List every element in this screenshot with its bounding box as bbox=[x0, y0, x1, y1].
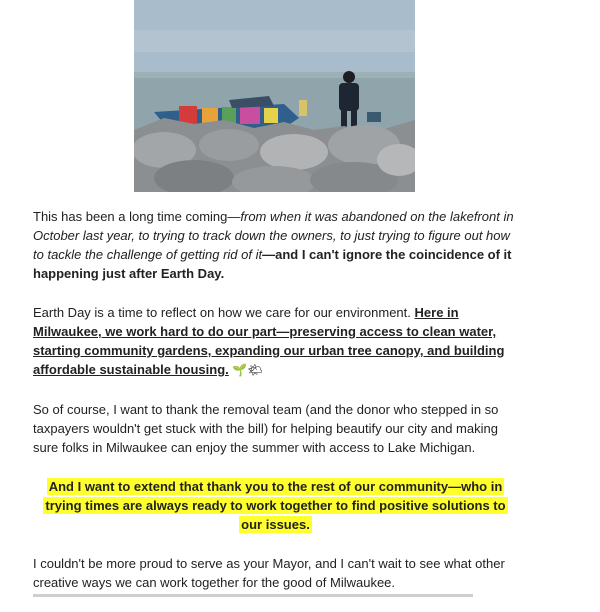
highlighted-text: And I want to extend that thank you to the rest of our community—who in trying times are always ready to work together to find positive solutions to our issues. bbox=[45, 479, 506, 532]
cut-off-next-line bbox=[0, 592, 600, 600]
paragraph-abandoned-boat: This has been a long time coming—from when it was abandoned on the lakefront in October last year, to trying to track down the owners, to just trying to figure out how to tackle the challenge of getting rid of it—and I can't ignore the coincidence of it happening just after Earth Day. bbox=[33, 209, 514, 281]
italic-text: from when it was abandoned on the lakefront in October last year, to trying to track down the owners, to just trying to figure out how to tackle the challenge of getting rid of it bbox=[33, 209, 514, 262]
paragraph-thanks: So of course, I want to thank the removal team (and the donor who stepped in so taxpayers wouldn't get stuck with the bill) for helping beautify our city and making sure folks in Milwaukee can enjoy the summer with access to Lake Michigan. bbox=[33, 402, 499, 455]
paragraph-proud-mayor: I couldn't be more proud to serve as your Mayor, and I can't wait to see what other creative ways we can work together for the good of Milwaukee. bbox=[33, 556, 505, 590]
hero-photo bbox=[134, 0, 415, 192]
paragraph-earth-day: Earth Day is a time to reflect on how we care for our environment. Here in Milwaukee, we work hard to do our part—preserving access to clean water, starting community gardens, expanding our urban tree canopy, and building affordable sustainable housing. 🌱🌤 bbox=[33, 305, 505, 377]
lakefront-boat-image bbox=[134, 0, 415, 192]
bold-text: —and I can't ignore the coincidence of it happening just after Earth Day. bbox=[33, 247, 512, 281]
seedling-icon: 🌱 bbox=[232, 363, 248, 377]
highlighted-callout bbox=[33, 477, 518, 534]
sun-icon: 🌤 bbox=[247, 363, 263, 377]
newsletter-body bbox=[33, 207, 518, 612]
underlined-link-text[interactable]: Here in Milwaukee, we work hard to do our part—preserving access to clean water, starting community gardens, expanding our urban tree canopy, and building affordable sustainable housing. bbox=[33, 305, 505, 377]
